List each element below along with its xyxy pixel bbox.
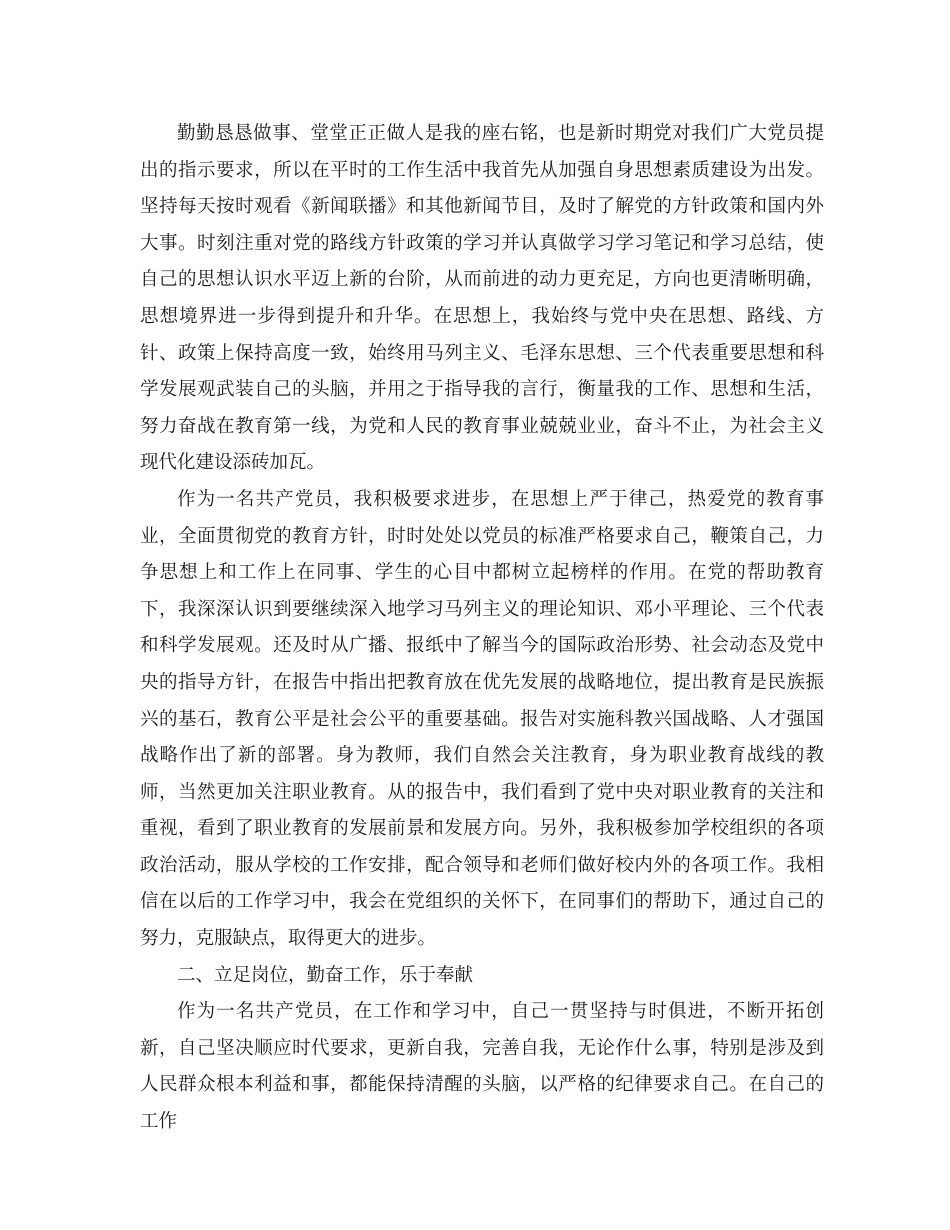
paragraph-motto: 勤勤恳恳做事、堂堂正正做人是我的座右铭，也是新时期党对我们广大党员提出的指示要求，所以在平时的工作生活中我首先从加强自身思想素质建设为出发。坚持每天按时观看《新闻联播》和其他新闻节目，及时了解党的方针政策和国内外大事。时刻注重对党的路线方针政策的学习并认真做学习学习笔记和学习总结，使自己的思想认识水平迈上新的台阶，从而前进的动力更充足，方向也更清晰明确，思想境界进一步得到提升和升华。在思想上，我始终与党中央在思想、路线、方针、政策上保持高度一致，始终用马列主义、毛泽东思想、三个代表重要思想和科学发展观武装自己的头脑，并用之于指导我的言行，衡量我的工作、思想和生活，努力奋战在教育第一线，为党和人民的教育事业兢兢业业，奋斗不止，为社会主义现代化建设添砖加瓦。	[140, 123, 824, 474]
paragraph-work-study: 作为一名共产党员，在工作和学习中，自己一贯坚持与时俱进，不断开拓创新，自己坚决顺应时代要求，更新自我，完善自我，无论作什么事，特别是涉及到人民群众根本利益和事，都能保持清醒的头脑，以严格的纪律要求自己。在自己的工作	[140, 1001, 824, 1133]
document-body	[140, 116, 824, 1141]
paragraph-party-member: 作为一名共产党员，我积极要求进步，在思想上严于律己，热爱党的教育事业，全面贯彻党的教育方针，时时处处以党员的标准严格要求自己，鞭策自己，力争思想上和工作上在同事、学生的心目中都树立起榜样的作用。在党的帮助教育下，我深深认识到要继续深入地学习马列主义的理论知识、邓小平理论、三个代表和科学发展观。还及时从广播、报纸中了解当今的国际政治形势、社会动态及党中央的指导方针，在报告中指出把教育放在优先发展的战略地位，提出教育是民族振兴的基石，教育公平是社会公平的重要基础。报告对实施科教兴国战略、人才强国战略作出了新的部署。身为教师，我们自然会关注教育，身为职业教育战线的教师，当然更加关注职业教育。从的报告中，我们看到了党中央对职业教育的关注和重视，看到了职业教育的发展前景和发展方向。另外，我积极参加学校组织的各项政治活动，服从学校的工作安排，配合领导和老师们做好校内外的各项工作。我相信在以后的工作学习中，我会在党组织的关怀下，在同事们的帮助下，通过自己的努力，克服缺点，取得更大的进步。	[140, 488, 824, 950]
section-heading: 二、立足岗位，勤奋工作，乐于奉献	[177, 964, 474, 986]
